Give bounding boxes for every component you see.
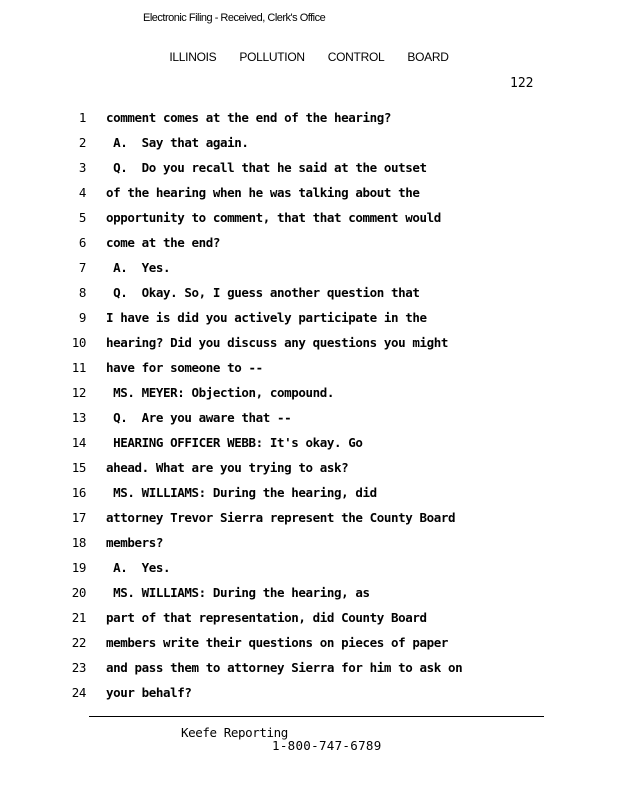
line-number: 7 bbox=[78, 260, 86, 275]
transcript-line bbox=[0, 460, 618, 485]
line-text: I have is did you actively participate in the bbox=[106, 310, 427, 325]
line-text: part of that representation, did County Board bbox=[106, 610, 427, 625]
line-text: MS. WILLIAMS: During the hearing, did bbox=[106, 485, 377, 500]
transcript-line bbox=[0, 535, 618, 560]
board-word: BOARD bbox=[407, 50, 449, 64]
transcript-line bbox=[0, 435, 618, 460]
line-text: of the hearing when he was talking about the bbox=[106, 185, 420, 200]
line-number: 15 bbox=[71, 460, 86, 475]
line-number: 3 bbox=[78, 160, 86, 175]
line-text: comment comes at the end of the hearing? bbox=[106, 110, 392, 125]
line-number: 9 bbox=[78, 310, 86, 325]
board-word: CONTROL bbox=[327, 50, 385, 64]
board-word: ILLINOIS bbox=[169, 50, 217, 64]
line-number: 16 bbox=[71, 485, 86, 500]
line-text: and pass them to attorney Sierra for him to ask on bbox=[106, 660, 463, 675]
transcript-line bbox=[0, 235, 618, 260]
line-number: 22 bbox=[71, 635, 86, 650]
line-text: hearing? Did you discuss any questions you might bbox=[106, 335, 449, 350]
line-number: 19 bbox=[71, 560, 86, 575]
line-text: MS. WILLIAMS: During the hearing, as bbox=[106, 585, 370, 600]
line-text: Q. Are you aware that -- bbox=[106, 410, 292, 425]
line-number: 5 bbox=[78, 210, 86, 225]
filing-stamp: Electronic Filing - Received, Clerk's Office bbox=[143, 12, 326, 24]
line-text: members write their questions on pieces of paper bbox=[106, 635, 449, 650]
line-text: MS. MEYER: Objection, compound. bbox=[106, 385, 335, 400]
transcript-line bbox=[0, 385, 618, 410]
line-number: 24 bbox=[71, 685, 86, 700]
line-number: 18 bbox=[71, 535, 86, 550]
line-number: 13 bbox=[71, 410, 86, 425]
line-text: ahead. What are you trying to ask? bbox=[106, 460, 349, 475]
line-text: A. Yes. bbox=[106, 260, 171, 275]
transcript-line bbox=[0, 335, 618, 360]
line-text: members? bbox=[106, 535, 164, 550]
transcript-line bbox=[0, 310, 618, 335]
board-title bbox=[0, 50, 618, 64]
line-text: Q. Do you recall that he said at the outset bbox=[106, 160, 427, 175]
line-text: opportunity to comment, that that comment would bbox=[106, 210, 441, 225]
line-text: Q. Okay. So, I guess another question that bbox=[106, 285, 420, 300]
line-number: 8 bbox=[78, 285, 86, 300]
transcript-line bbox=[0, 485, 618, 510]
line-text: HEARING OFFICER WEBB: It's okay. Go bbox=[106, 435, 363, 450]
transcript-line bbox=[0, 210, 618, 235]
transcript-line bbox=[0, 185, 618, 210]
transcript-line bbox=[0, 410, 618, 435]
transcript-line bbox=[0, 260, 618, 285]
transcript-line bbox=[0, 685, 618, 710]
line-number: 20 bbox=[71, 585, 86, 600]
line-number: 17 bbox=[71, 510, 86, 525]
line-number: 2 bbox=[78, 135, 86, 150]
transcript-line bbox=[0, 610, 618, 635]
transcript-line bbox=[0, 585, 618, 610]
line-text: attorney Trevor Sierra represent the County Board bbox=[106, 510, 456, 525]
reporting-company: Keefe Reporting bbox=[181, 725, 288, 740]
line-text: A. Yes. bbox=[106, 560, 171, 575]
transcript-line bbox=[0, 660, 618, 685]
transcript-line bbox=[0, 285, 618, 310]
line-text: your behalf? bbox=[106, 685, 192, 700]
line-text: have for someone to -- bbox=[106, 360, 263, 375]
transcript-line bbox=[0, 160, 618, 185]
transcript-line bbox=[0, 360, 618, 385]
board-word: POLLUTION bbox=[239, 50, 305, 64]
footer-divider bbox=[89, 716, 544, 717]
line-number: 14 bbox=[71, 435, 86, 450]
line-number: 23 bbox=[71, 660, 86, 675]
transcript-line bbox=[0, 135, 618, 160]
line-number: 12 bbox=[71, 385, 86, 400]
line-number: 4 bbox=[78, 185, 86, 200]
line-number: 21 bbox=[71, 610, 86, 625]
line-number: 10 bbox=[71, 335, 86, 350]
transcript-line bbox=[0, 635, 618, 660]
line-number: 6 bbox=[78, 235, 86, 250]
transcript-line bbox=[0, 110, 618, 135]
line-text: A. Say that again. bbox=[106, 135, 249, 150]
line-text: come at the end? bbox=[106, 235, 221, 250]
transcript-line bbox=[0, 510, 618, 535]
page-number: 122 bbox=[510, 76, 534, 91]
line-number: 1 bbox=[78, 110, 86, 125]
transcript-line bbox=[0, 560, 618, 585]
line-number: 11 bbox=[71, 360, 86, 375]
phone-number: 1-800-747-6789 bbox=[272, 738, 382, 753]
